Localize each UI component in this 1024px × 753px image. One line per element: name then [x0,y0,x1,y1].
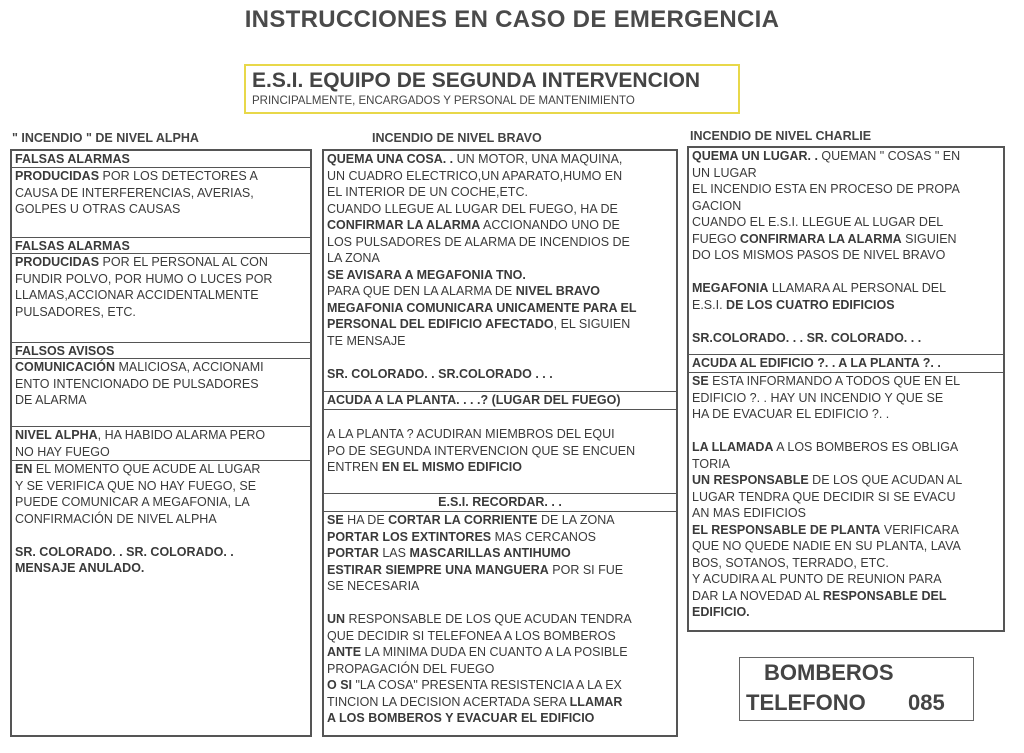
charlie-p3-l6a: UN RESPONSABLE [692,473,809,487]
alpha-s3-l2: ENTO INTENCIONADO DE PULSADORES [15,376,259,391]
bravo-p1-l5a: CONFIRMAR LA ALARMA [327,218,481,232]
charlie-p1-l2: UN LUGAR [692,165,757,180]
bravo-p3-l3a: ENTREN [327,460,382,474]
charlie-p1-l3: EL INCENDIO ESTA EN PROCESO DE PROPA [692,182,960,196]
bomberos-phone-box [739,657,974,721]
bravo-p4-l1a: SE [327,513,344,527]
bravo-p1-l2: UN CUADRO ELECTRICO,UN APARATO,HUMO EN [327,168,623,183]
bravo-acuda-planta [324,391,676,409]
bravo-p1-l5b: ACCIONANDO UNO DE [480,218,620,232]
bravo-p1-l4: CUANDO LLEGUE AL LUGAR DEL FUEGO, HA DE [327,201,618,216]
bravo-heading: INCENDIO DE NIVEL BRAVO [372,131,542,145]
charlie-p3-l1b: ESTA INFORMANDO A TODOS QUE EN EL [708,374,961,388]
bravo-p1-l11b: , EL SIGUIEN [553,317,631,331]
charlie-p3-l1a: SE [692,374,709,388]
charlie-p2-head: ACUDA AL EDIFICIO ?. . A LA PLANTA ?. . [692,356,941,370]
bravo-p4-l3c: MASCARILLAS ANTIHUMO [409,546,571,560]
alpha-s1-a: PRODUCIDAS [15,169,100,183]
bravo-quema-una-cosa [324,151,676,391]
alpha-confirmacion [12,460,310,730]
alpha-s2-l3: LLAMAS,ACCIONAR ACCIDENTALMENTE [15,288,259,302]
bravo-esi-recordar-head [324,493,676,511]
charlie-p3-l13a: DAR LA NOVEDAD AL [692,588,823,603]
alpha-s3-l3: DE ALARMA [15,393,87,407]
bravo-p4-l4a: ESTIRAR SIEMPRE UNA MANGUERA [327,562,549,577]
bravo-p4-l3b: LAS [378,546,410,560]
alpha-s2-head: FALSAS ALARMAS [15,239,130,253]
alpha-s2-a: PRODUCIDAS [15,255,100,269]
alpha-s4-a: NIVEL ALPHA [15,428,98,442]
charlie-p3-l7: LUGAR TENDRA QUE DECIDIR SI SE EVACU [692,489,956,504]
charlie-quema-un-lugar [689,148,1003,354]
bravo-p4-l6b: RESPONSABLE DE LOS QUE ACUDAN TENDRA [345,612,632,626]
bravo-p2-head: ACUDA A LA PLANTA. . . .? (LUGAR DEL FUEGO) [327,393,621,407]
charlie-p1-l10: SR.COLORADO. . . SR. COLORADO. . . [692,330,922,345]
charlie-p1-l6a: FUEGO [692,231,740,246]
charlie-p1-l6b: CONFIRMARA LA ALARMA [739,231,902,246]
bravo-p1-l13: SR. COLORADO. . SR.COLORADO . . . [327,366,553,381]
bravo-p4-l8b: LA MINIMA DUDA EN CUANTO A LA POSIBLE [361,645,628,659]
charlie-p1-l6c: SIGUIEN [901,231,957,246]
charlie-p1-l8b: LLAMARA AL PERSONAL DEL [768,281,947,295]
alpha-s5-l2: Y SE VERIFICA QUE NO HAY FUEGO, SE [15,478,257,493]
charlie-p3-l14: EDIFICIO. [692,605,750,619]
bravo-p3-l2: PO DE SEGUNDA INTERVENCION QUE SE ENCUEN [327,443,636,458]
charlie-p3-l9b: VERIFICARA [880,522,959,537]
alpha-falsas-alarmas-2-head [12,237,310,253]
charlie-p3-l11: BOS, SOTANOS, TERRADO, ETC. [692,555,889,570]
charlie-p3-l3: HA DE EVACUAR EL EDIFICIO ?. . [692,407,890,421]
bravo-p4-l4b: POR SI FUE [548,562,624,577]
bravo-p4-l5: SE NECESARIA [327,579,420,593]
alpha-falsas-alarmas-1-head [12,151,310,167]
charlie-p3-l12: Y ACUDIRA AL PUNTO DE REUNION PARA [692,572,942,586]
charlie-p3-l4a: LA LLAMADA [692,440,774,454]
alpha-s5-l4: CONFIRMACIÓN DE NIVEL ALPHA [15,511,217,526]
esi-title: E.S.I. EQUIPO DE SEGUNDA INTERVENCION [252,69,701,92]
bravo-p4-l6a: UN [327,612,346,626]
charlie-p3-l9a: EL RESPONSABLE DE PLANTA [692,522,881,537]
charlie-p1-l1a: QUEMA UN LUGAR. . [692,149,818,163]
phone-number: 085 [908,690,945,715]
bravo-p1-l9a: PARA QUE DEN LA ALARMA DE [327,284,516,298]
bravo-p4-l8a: ANTE [327,645,362,659]
charlie-p1-l7: DO LOS MISMOS PASOS DE NIVEL BRAVO [692,248,946,262]
charlie-p1-l5: CUANDO EL E.S.I. LLEGUE AL LUGAR DEL [692,215,944,229]
charlie-p3-l2: EDIFICIO ?. . HAY UN INCENDIO Y QUE SE [692,390,944,405]
alpha-nivel-alpha [12,426,310,460]
alpha-s4-b: , HA HABIDO ALARMA PERO [97,428,266,442]
alpha-s1-l2: CAUSA DE INTERFERENCIAS, AVERIAS, [15,185,254,200]
bravo-p4-l2b: MAS CERCANOS [491,529,597,544]
bravo-esi-recordar-body [324,511,676,735]
bravo-p1-l10: MEGAFONIA COMUNICARA UNICAMENTE PARA EL [327,300,637,315]
bravo-p3-l1: A LA PLANTA ? ACUDIRAN MIEMBROS DEL EQUI [327,427,615,441]
bravo-p1-a: QUEMA UNA COSA. . [327,152,454,166]
bravo-p3-l3b: EN EL MISMO EDIFICIO [381,460,522,474]
bravo-p4-l7: QUE DECIDIR SI TELEFONEA A LOS BOMBEROS [327,628,616,643]
alpha-s2-l2: FUNDIR POLVO, POR HUMO O LUCES POR [15,271,273,286]
charlie-p3-l8: AN MAS EDIFICIOS [692,506,806,520]
bravo-p4-l1c: CORTAR LA CORRIENTE [388,513,538,527]
alpha-s3-head: FALSOS AVISOS [15,344,115,358]
bravo-p4-l1d: DE LA ZONA [537,513,615,527]
alpha-s3-a: COMUNICACIÓN [15,360,115,374]
bravo-p4-l2a: PORTAR LOS EXTINTORES [327,529,492,544]
charlie-p1-l9b: DE LOS CUATRO EDIFICIOS [726,297,895,312]
bravo-p4-l3a: PORTAR [327,546,379,560]
bravo-p4-l11a: TINCION LA DECISION ACERTADA SERA [327,694,570,709]
alpha-s3-b: MALICIOSA, ACCIONAMI [115,360,264,374]
alpha-s5-b: EL MOMENTO QUE ACUDE AL LUGAR [32,462,261,476]
alpha-falsos-avisos-head [12,342,310,358]
esi-subtitle: PRINCIPALMENTE, ENCARGADOS Y PERSONAL DE MANTENIMIENTO [252,95,635,107]
bravo-p1-l9b: NIVEL BRAVO [515,284,601,298]
esi-banner [244,64,740,114]
alpha-s1-b: POR LOS DETECTORES A [99,169,258,183]
alpha-column [10,149,312,737]
bravo-p1-l6: LOS PULSADORES DE ALARMA DE INCENDIOS DE [327,234,630,249]
alpha-heading: " INCENDIO " DE NIVEL ALPHA [12,131,199,145]
charlie-p1-l8a: MEGAFONIA [692,281,769,295]
bravo-p4-l9: PROPAGACIÓN DEL FUEGO [327,661,495,676]
charlie-p3-l13b: RESPONSABLE DEL [822,588,947,603]
alpha-falsas-alarmas-2-body [12,253,310,342]
charlie-acuda-edificio [689,354,1003,372]
charlie-p3-l6b: DE LOS QUE ACUDAN AL [808,473,963,487]
bravo-p4-l10a: O SI [327,678,353,692]
bravo-p1-b: UN MOTOR, UNA MAQUINA, [453,152,623,166]
bravo-p1-l7: LA ZONA [327,251,380,265]
bravo-p1-l11a: PERSONAL DEL EDIFICIO AFECTADO [327,317,554,331]
alpha-s5-a: EN [15,462,33,476]
alpha-s4-l2: NO HAY FUEGO [15,444,110,459]
bravo-p4-l12: A LOS BOMBEROS Y EVACUAR EL EDIFICIO [327,711,595,725]
telefono-label: TELEFONO [746,690,866,715]
charlie-p3-l5: TORIA [692,456,730,471]
bravo-p4-l11b: LLAMAR [569,694,623,709]
alpha-falsos-avisos-body [12,358,310,426]
alpha-s1-l3: GOLPES U OTRAS CAUSAS [15,202,181,216]
charlie-p1-l1b: QUEMAN " COSAS " EN [817,149,961,163]
alpha-s1-head: FALSAS ALARMAS [15,152,130,166]
charlie-heading: INCENDIO DE NIVEL CHARLIE [690,129,872,143]
bravo-p1-l8: SE AVISARA A MEGAFONIA TNO. [327,267,526,282]
bravo-p4-l1b: HA DE [343,513,389,527]
bravo-p4-l10b: "LA COSA" PRESENTA RESISTENCIA A LA EX [352,678,622,692]
alpha-s5-l5: SR. COLORADO. . SR. COLORADO. . [15,544,234,559]
alpha-s5-l6: MENSAJE ANULADO. [15,561,145,575]
charlie-column [687,146,1005,632]
bravo-p1-l12: TE MENSAJE [327,333,406,348]
alpha-s2-b: POR EL PERSONAL AL CON [99,255,268,269]
charlie-evacuacion [689,372,1003,628]
bravo-column [322,149,678,737]
bravo-p4-head: E.S.I. RECORDAR. . . [438,495,562,509]
charlie-p3-l4b: A LOS BOMBEROS ES OBLIGA [773,440,959,454]
bomberos-label: BOMBEROS [764,660,894,685]
charlie-p3-l10: QUE NO QUEDE NADIE EN SU PLANTA, LAVA [692,539,961,553]
alpha-falsas-alarmas-1-body [12,167,310,237]
bravo-p1-l3: EL INTERIOR DE UN COCHE,ETC. [327,185,528,199]
charlie-p1-l4: GACION [692,198,742,213]
bravo-miembros [324,409,676,493]
page-title: INSTRUCCIONES EN CASO DE EMERGENCIA [244,6,780,33]
alpha-s2-l4: PULSADORES, ETC. [15,304,136,319]
alpha-s5-l3: PUEDE COMUNICAR A MEGAFONIA, LA [15,495,250,509]
charlie-p1-l9a: E.S.I. [692,297,727,312]
